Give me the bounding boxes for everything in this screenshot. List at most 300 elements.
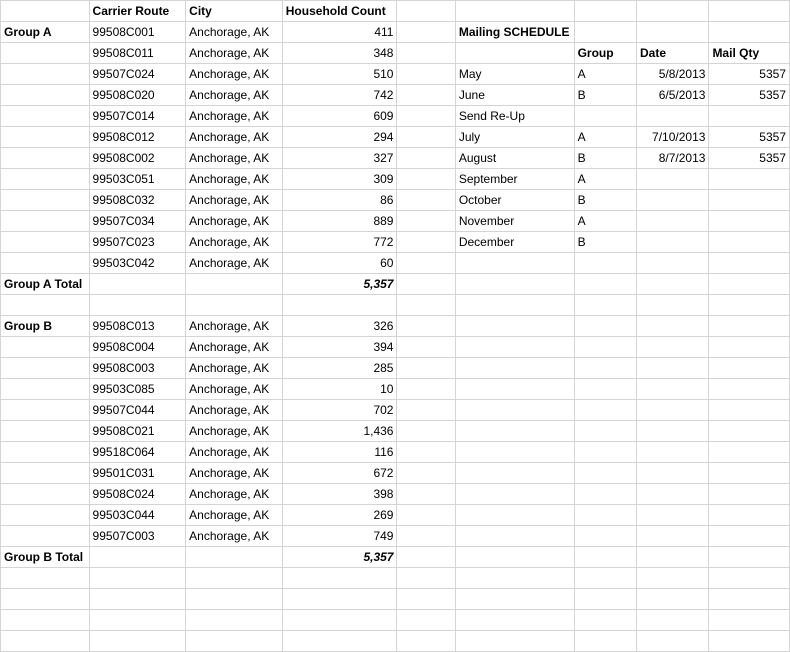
empty-cell[interactable] <box>1 85 90 106</box>
header-schedule-group: Group <box>574 43 636 64</box>
label-group-a-total: Group A Total <box>1 274 90 295</box>
empty-cell[interactable] <box>397 526 455 547</box>
empty-cell[interactable] <box>89 631 186 652</box>
table-row <box>1 295 790 316</box>
empty-cell[interactable] <box>636 22 708 43</box>
empty-cell[interactable] <box>186 610 283 631</box>
empty-cell[interactable] <box>397 505 455 526</box>
empty-cell[interactable] <box>455 589 574 610</box>
cell-carrier-route[interactable]: 99508C013 <box>89 316 186 337</box>
table-row <box>1 526 790 547</box>
cell-city[interactable]: Anchorage, AK <box>186 463 283 484</box>
table-row <box>1 274 790 295</box>
label-group-b: Group B <box>1 316 90 337</box>
empty-cell[interactable] <box>455 442 574 463</box>
table-row <box>1 64 790 85</box>
empty-cell[interactable] <box>1 253 90 274</box>
empty-cell[interactable] <box>186 631 283 652</box>
cell-schedule-month[interactable]: Send Re-Up <box>455 106 574 127</box>
empty-cell[interactable] <box>636 337 708 358</box>
cell-city[interactable]: Anchorage, AK <box>186 253 283 274</box>
empty-cell[interactable] <box>397 463 455 484</box>
empty-cell[interactable] <box>574 484 636 505</box>
empty-cell[interactable] <box>1 211 90 232</box>
cell-schedule-mail-qty[interactable]: 5357 <box>709 64 790 85</box>
cell-schedule-mail-qty[interactable]: 5357 <box>709 148 790 169</box>
cell-household-count[interactable]: 742 <box>282 85 397 106</box>
empty-cell[interactable] <box>574 295 636 316</box>
cell-carrier-route[interactable]: 99507C023 <box>89 232 186 253</box>
cell-schedule-month[interactable]: September <box>455 169 574 190</box>
empty-cell[interactable] <box>455 421 574 442</box>
empty-cell[interactable] <box>636 505 708 526</box>
table-row <box>1 484 790 505</box>
empty-cell[interactable] <box>1 127 90 148</box>
empty-cell[interactable] <box>1 568 90 589</box>
empty-cell[interactable] <box>709 631 790 652</box>
empty-cell[interactable] <box>455 484 574 505</box>
empty-cell[interactable] <box>282 295 397 316</box>
empty-cell[interactable] <box>397 22 455 43</box>
cell-city[interactable]: Anchorage, AK <box>186 337 283 358</box>
empty-cell[interactable] <box>1 589 90 610</box>
cell-household-count[interactable]: 86 <box>282 190 397 211</box>
cell-household-count[interactable]: 348 <box>282 43 397 64</box>
table-row <box>1 232 790 253</box>
cell-city[interactable]: Anchorage, AK <box>186 127 283 148</box>
cell-schedule-date[interactable] <box>636 106 708 127</box>
cell-city[interactable]: Anchorage, AK <box>186 232 283 253</box>
empty-cell[interactable] <box>636 442 708 463</box>
empty-cell[interactable] <box>397 337 455 358</box>
empty-cell[interactable] <box>709 589 790 610</box>
cell-carrier-route[interactable]: 99508C003 <box>89 358 186 379</box>
cell-household-count[interactable]: 772 <box>282 232 397 253</box>
table-row <box>1 400 790 421</box>
cell-carrier-route[interactable]: 99508C011 <box>89 43 186 64</box>
empty-cell[interactable] <box>1 358 90 379</box>
header-city: City <box>186 1 283 22</box>
table-row <box>1 463 790 484</box>
cell-carrier-route[interactable]: 99507C034 <box>89 211 186 232</box>
empty-cell[interactable] <box>282 589 397 610</box>
empty-cell[interactable] <box>636 316 708 337</box>
empty-cell[interactable] <box>709 253 790 274</box>
cell-schedule-group[interactable] <box>574 106 636 127</box>
empty-cell[interactable] <box>455 358 574 379</box>
empty-cell[interactable] <box>574 22 636 43</box>
table-row <box>1 169 790 190</box>
empty-cell[interactable] <box>636 484 708 505</box>
cell-household-count[interactable]: 327 <box>282 148 397 169</box>
cell-carrier-route[interactable]: 99507C003 <box>89 526 186 547</box>
empty-cell[interactable] <box>397 631 455 652</box>
cell-schedule-date[interactable]: 5/8/2013 <box>636 64 708 85</box>
empty-cell[interactable] <box>636 295 708 316</box>
cell-city[interactable]: Anchorage, AK <box>186 64 283 85</box>
empty-cell[interactable] <box>574 526 636 547</box>
empty-cell[interactable] <box>709 22 790 43</box>
cell-household-count[interactable]: 510 <box>282 64 397 85</box>
empty-cell[interactable] <box>1 400 90 421</box>
empty-cell[interactable] <box>574 400 636 421</box>
empty-cell[interactable] <box>574 253 636 274</box>
empty-cell[interactable] <box>455 316 574 337</box>
cell-schedule-group[interactable]: B <box>574 232 636 253</box>
empty-cell[interactable] <box>397 379 455 400</box>
cell-schedule-mail-qty[interactable]: 5357 <box>709 85 790 106</box>
cell-household-count[interactable]: 394 <box>282 337 397 358</box>
empty-cell[interactable] <box>186 274 283 295</box>
table-row <box>1 547 790 568</box>
cell-household-count[interactable]: 398 <box>282 484 397 505</box>
empty-cell[interactable] <box>1 169 90 190</box>
cell-household-count[interactable]: 269 <box>282 505 397 526</box>
empty-cell[interactable] <box>636 463 708 484</box>
cell-city[interactable]: Anchorage, AK <box>186 22 283 43</box>
empty-cell[interactable] <box>1 610 90 631</box>
empty-cell[interactable] <box>1 43 90 64</box>
cell-schedule-month[interactable]: May <box>455 64 574 85</box>
empty-cell[interactable] <box>709 547 790 568</box>
cell-household-count[interactable]: 609 <box>282 106 397 127</box>
table-row <box>1 505 790 526</box>
cell-city[interactable]: Anchorage, AK <box>186 421 283 442</box>
cell-household-count[interactable]: 309 <box>282 169 397 190</box>
empty-cell[interactable] <box>397 106 455 127</box>
empty-cell[interactable] <box>574 421 636 442</box>
cell-schedule-month[interactable]: August <box>455 148 574 169</box>
cell-city[interactable]: Anchorage, AK <box>186 526 283 547</box>
title-mailing-schedule: Mailing SCHEDULE <box>455 22 574 43</box>
cell-carrier-route[interactable]: 99508C004 <box>89 337 186 358</box>
empty-cell[interactable] <box>397 568 455 589</box>
empty-cell[interactable] <box>1 232 90 253</box>
empty-cell[interactable] <box>186 295 283 316</box>
cell-household-count[interactable]: 116 <box>282 442 397 463</box>
empty-cell[interactable] <box>397 232 455 253</box>
cell-schedule-group[interactable]: A <box>574 169 636 190</box>
empty-cell[interactable] <box>397 85 455 106</box>
empty-cell[interactable] <box>709 610 790 631</box>
empty-cell[interactable] <box>89 547 186 568</box>
cell-carrier-route[interactable]: 99503C085 <box>89 379 186 400</box>
table-row <box>1 43 790 64</box>
empty-cell[interactable] <box>636 400 708 421</box>
empty-cell[interactable] <box>1 190 90 211</box>
empty-cell[interactable] <box>397 547 455 568</box>
empty-cell[interactable] <box>709 379 790 400</box>
cell-carrier-route[interactable]: 99508C020 <box>89 85 186 106</box>
cell-carrier-route[interactable]: 99508C012 <box>89 127 186 148</box>
cell-schedule-mail-qty[interactable] <box>709 232 790 253</box>
empty-cell[interactable] <box>574 1 636 22</box>
empty-cell[interactable] <box>397 484 455 505</box>
cell-carrier-route[interactable]: 99507C024 <box>89 64 186 85</box>
empty-cell[interactable] <box>709 295 790 316</box>
cell-city[interactable]: Anchorage, AK <box>186 148 283 169</box>
empty-cell[interactable] <box>455 400 574 421</box>
empty-cell[interactable] <box>709 463 790 484</box>
empty-cell[interactable] <box>89 274 186 295</box>
empty-cell[interactable] <box>1 64 90 85</box>
cell-household-count[interactable]: 672 <box>282 463 397 484</box>
empty-cell[interactable] <box>709 505 790 526</box>
cell-city[interactable]: Anchorage, AK <box>186 379 283 400</box>
empty-cell[interactable] <box>636 526 708 547</box>
cell-schedule-mail-qty[interactable] <box>709 211 790 232</box>
cell-household-count[interactable]: 889 <box>282 211 397 232</box>
empty-cell[interactable] <box>455 253 574 274</box>
empty-cell[interactable] <box>89 295 186 316</box>
empty-cell[interactable] <box>636 274 708 295</box>
cell-city[interactable]: Anchorage, AK <box>186 358 283 379</box>
cell-schedule-mail-qty[interactable] <box>709 190 790 211</box>
empty-cell[interactable] <box>1 148 90 169</box>
empty-cell[interactable] <box>1 463 90 484</box>
cell-schedule-month[interactable]: November <box>455 211 574 232</box>
empty-cell[interactable] <box>455 526 574 547</box>
empty-cell[interactable] <box>709 358 790 379</box>
cell-carrier-route[interactable]: 99507C044 <box>89 400 186 421</box>
empty-cell[interactable] <box>574 379 636 400</box>
empty-cell[interactable] <box>636 421 708 442</box>
empty-cell[interactable] <box>574 568 636 589</box>
empty-cell[interactable] <box>397 274 455 295</box>
empty-cell[interactable] <box>397 421 455 442</box>
cell-city[interactable]: Anchorage, AK <box>186 169 283 190</box>
empty-cell[interactable] <box>636 1 708 22</box>
empty-cell[interactable] <box>574 547 636 568</box>
empty-cell[interactable] <box>1 526 90 547</box>
cell-city[interactable]: Anchorage, AK <box>186 211 283 232</box>
cell-city[interactable]: Anchorage, AK <box>186 484 283 505</box>
cell-carrier-route[interactable]: 99508C001 <box>89 22 186 43</box>
empty-cell[interactable] <box>1 295 90 316</box>
cell-city[interactable]: Anchorage, AK <box>186 505 283 526</box>
empty-cell[interactable] <box>709 337 790 358</box>
table-row <box>1 337 790 358</box>
label-group-a: Group A <box>1 22 90 43</box>
cell-household-count[interactable]: 10 <box>282 379 397 400</box>
cell-schedule-date[interactable]: 7/10/2013 <box>636 127 708 148</box>
empty-cell[interactable] <box>636 589 708 610</box>
cell-city[interactable]: Anchorage, AK <box>186 400 283 421</box>
cell-carrier-route[interactable]: 99507C014 <box>89 106 186 127</box>
table-row <box>1 106 790 127</box>
cell-schedule-date[interactable] <box>636 232 708 253</box>
cell-household-count[interactable]: 326 <box>282 316 397 337</box>
empty-cell[interactable] <box>455 379 574 400</box>
empty-cell[interactable] <box>709 442 790 463</box>
empty-cell[interactable] <box>574 316 636 337</box>
empty-cell[interactable] <box>397 211 455 232</box>
empty-cell[interactable] <box>1 484 90 505</box>
empty-cell[interactable] <box>455 274 574 295</box>
empty-cell[interactable] <box>709 526 790 547</box>
empty-cell[interactable] <box>455 1 574 22</box>
cell-household-count[interactable]: 60 <box>282 253 397 274</box>
empty-cell[interactable] <box>455 337 574 358</box>
cell-city[interactable]: Anchorage, AK <box>186 442 283 463</box>
empty-cell[interactable] <box>397 190 455 211</box>
empty-cell[interactable] <box>455 568 574 589</box>
empty-cell[interactable] <box>397 1 455 22</box>
empty-cell[interactable] <box>455 295 574 316</box>
empty-cell[interactable] <box>709 274 790 295</box>
cell-schedule-mail-qty[interactable] <box>709 169 790 190</box>
cell-schedule-date[interactable] <box>636 211 708 232</box>
label-group-b-total: Group B Total <box>1 547 90 568</box>
empty-cell[interactable] <box>709 568 790 589</box>
cell-carrier-route[interactable]: 99508C032 <box>89 190 186 211</box>
cell-city[interactable]: Anchorage, AK <box>186 316 283 337</box>
cell-carrier-route[interactable]: 99503C044 <box>89 505 186 526</box>
cell-household-count[interactable]: 285 <box>282 358 397 379</box>
cell-household-count[interactable]: 411 <box>282 22 397 43</box>
empty-cell[interactable] <box>397 169 455 190</box>
empty-cell[interactable] <box>636 547 708 568</box>
empty-cell[interactable] <box>1 1 90 22</box>
empty-cell[interactable] <box>1 631 90 652</box>
cell-household-count[interactable]: 294 <box>282 127 397 148</box>
empty-cell[interactable] <box>89 589 186 610</box>
empty-cell[interactable] <box>1 337 90 358</box>
table-row <box>1 190 790 211</box>
empty-cell[interactable] <box>455 610 574 631</box>
empty-cell[interactable] <box>1 421 90 442</box>
empty-cell[interactable] <box>397 148 455 169</box>
empty-cell[interactable] <box>574 610 636 631</box>
empty-cell[interactable] <box>397 64 455 85</box>
table-row <box>1 610 790 631</box>
empty-cell[interactable] <box>186 589 283 610</box>
cell-carrier-route[interactable]: 99508C002 <box>89 148 186 169</box>
cell-schedule-month[interactable]: June <box>455 85 574 106</box>
value-group-b-total[interactable]: 5,357 <box>282 547 397 568</box>
cell-carrier-route[interactable]: 99508C021 <box>89 421 186 442</box>
cell-household-count[interactable]: 1,436 <box>282 421 397 442</box>
empty-cell[interactable] <box>574 589 636 610</box>
empty-cell[interactable] <box>397 358 455 379</box>
empty-cell[interactable] <box>397 400 455 421</box>
empty-cell[interactable] <box>1 106 90 127</box>
empty-cell[interactable] <box>636 358 708 379</box>
value-group-a-total[interactable]: 5,357 <box>282 274 397 295</box>
empty-cell[interactable] <box>636 379 708 400</box>
empty-cell[interactable] <box>574 337 636 358</box>
empty-cell[interactable] <box>709 484 790 505</box>
cell-schedule-month[interactable]: December <box>455 232 574 253</box>
cell-schedule-group[interactable]: B <box>574 190 636 211</box>
empty-cell[interactable] <box>1 505 90 526</box>
empty-cell[interactable] <box>397 316 455 337</box>
empty-cell[interactable] <box>1 442 90 463</box>
cell-schedule-group[interactable]: A <box>574 64 636 85</box>
header-carrier-route: Carrier Route <box>89 1 186 22</box>
cell-carrier-route[interactable]: 99503C042 <box>89 253 186 274</box>
empty-cell[interactable] <box>709 400 790 421</box>
empty-cell[interactable] <box>574 442 636 463</box>
empty-cell[interactable] <box>397 43 455 64</box>
table-row <box>1 631 790 652</box>
cell-schedule-month[interactable]: July <box>455 127 574 148</box>
table-row <box>1 22 790 43</box>
cell-city[interactable]: Anchorage, AK <box>186 106 283 127</box>
empty-cell[interactable] <box>709 1 790 22</box>
cell-carrier-route[interactable]: 99508C024 <box>89 484 186 505</box>
empty-cell[interactable] <box>709 421 790 442</box>
empty-cell[interactable] <box>455 547 574 568</box>
table-row <box>1 568 790 589</box>
cell-carrier-route[interactable]: 99503C051 <box>89 169 186 190</box>
cell-schedule-date[interactable] <box>636 190 708 211</box>
empty-cell[interactable] <box>574 274 636 295</box>
empty-cell[interactable] <box>282 631 397 652</box>
empty-cell[interactable] <box>397 295 455 316</box>
cell-city[interactable]: Anchorage, AK <box>186 43 283 64</box>
empty-cell[interactable] <box>574 358 636 379</box>
empty-cell[interactable] <box>636 610 708 631</box>
empty-cell[interactable] <box>455 505 574 526</box>
cell-household-count[interactable]: 749 <box>282 526 397 547</box>
cell-schedule-date[interactable]: 6/5/2013 <box>636 85 708 106</box>
cell-carrier-route[interactable]: 99501C031 <box>89 463 186 484</box>
cell-schedule-month[interactable]: October <box>455 190 574 211</box>
cell-schedule-date[interactable]: 8/7/2013 <box>636 148 708 169</box>
empty-cell[interactable] <box>574 463 636 484</box>
cell-household-count[interactable]: 702 <box>282 400 397 421</box>
table-row <box>1 253 790 274</box>
empty-cell[interactable] <box>636 631 708 652</box>
cell-city[interactable]: Anchorage, AK <box>186 190 283 211</box>
cell-schedule-group[interactable]: A <box>574 127 636 148</box>
empty-cell[interactable] <box>455 463 574 484</box>
empty-cell[interactable] <box>455 43 574 64</box>
cell-city[interactable]: Anchorage, AK <box>186 85 283 106</box>
cell-schedule-group[interactable]: B <box>574 85 636 106</box>
empty-cell[interactable] <box>636 253 708 274</box>
table-row <box>1 1 790 22</box>
empty-cell[interactable] <box>574 505 636 526</box>
cell-schedule-mail-qty[interactable] <box>709 106 790 127</box>
empty-cell[interactable] <box>709 316 790 337</box>
empty-cell[interactable] <box>186 568 283 589</box>
table-row <box>1 211 790 232</box>
empty-cell[interactable] <box>89 610 186 631</box>
empty-cell[interactable] <box>282 610 397 631</box>
cell-schedule-mail-qty[interactable]: 5357 <box>709 127 790 148</box>
empty-cell[interactable] <box>397 442 455 463</box>
table-row <box>1 148 790 169</box>
empty-cell[interactable] <box>282 568 397 589</box>
cell-carrier-route[interactable]: 99518C064 <box>89 442 186 463</box>
empty-cell[interactable] <box>1 379 90 400</box>
empty-cell[interactable] <box>89 568 186 589</box>
empty-cell[interactable] <box>397 127 455 148</box>
empty-cell[interactable] <box>397 253 455 274</box>
empty-cell[interactable] <box>455 631 574 652</box>
cell-schedule-date[interactable] <box>636 169 708 190</box>
empty-cell[interactable] <box>397 610 455 631</box>
empty-cell[interactable] <box>397 589 455 610</box>
cell-schedule-group[interactable]: A <box>574 211 636 232</box>
empty-cell[interactable] <box>574 631 636 652</box>
empty-cell[interactable] <box>636 568 708 589</box>
table-row <box>1 358 790 379</box>
empty-cell[interactable] <box>186 547 283 568</box>
cell-schedule-group[interactable]: B <box>574 148 636 169</box>
